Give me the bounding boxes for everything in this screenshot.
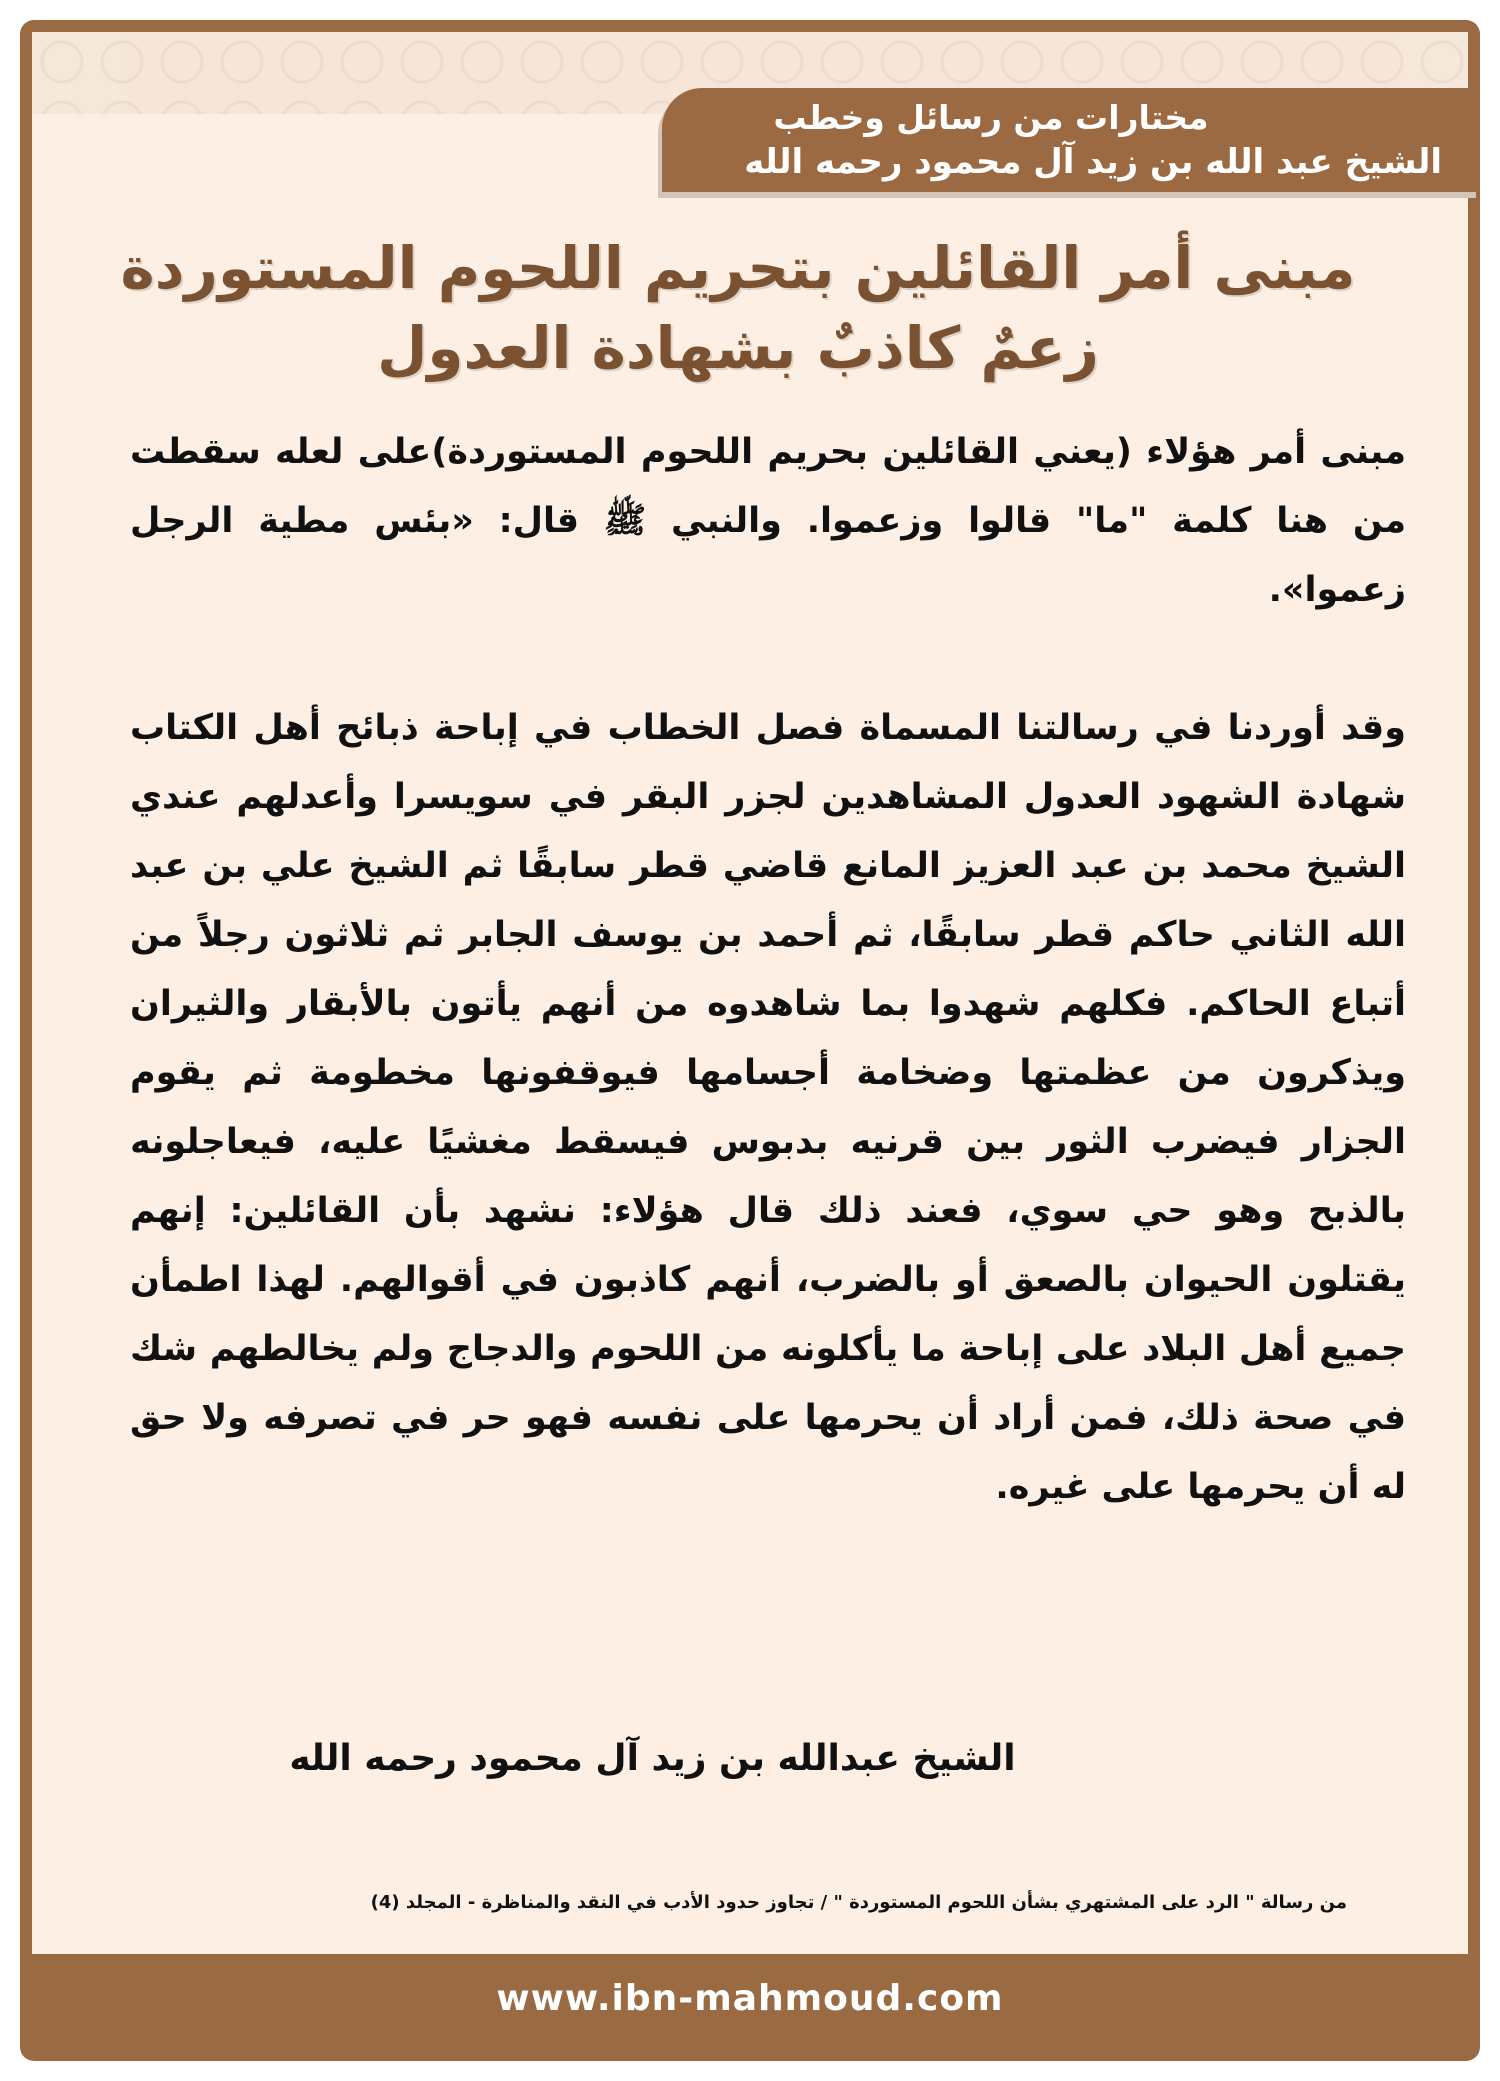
title-line-2: زعمٌ كاذبٌ بشهادة العدول xyxy=(377,314,1099,382)
source-citation: من رسالة " الرد على المشتهري بشأن اللحوم المستوردة " / تجاوز حدود الأدب في النقد والمناظرة - المجلد (4) xyxy=(370,1892,1347,1913)
article-title xyxy=(90,228,1386,388)
page-frame xyxy=(20,20,1480,2061)
article-body xyxy=(130,418,1406,1522)
author-signature: الشيخ عبدالله بن زيد آل محمود رحمه الله xyxy=(289,1738,1016,1779)
header-author: الشيخ عبد الله بن زيد آل محمود رحمه الله xyxy=(744,142,1442,182)
paragraph-2: وقد أوردنا في رسالتنا المسماة فصل الخطاب في إباحة ذبائح أهل الكتاب شهادة الشهود العدول المشاهدين لجزر البقر في سويسرا وأعدلهم عندي الشيخ محمد بن عبد العزيز المانع قاضي قطر سابقًا ثم الشيخ علي بن عبد الله الثاني حاكم قطر سابقًا، ثم أحمد بن يوسف الجابر ثم ثلاثون رجلاً من أتباع الحاكم. فكلهم شهدوا بما شاهدوه من أنهم يأتون بالأبقار والثيران ويذكرون من عظمتها وضخامة أجسامها فيوقفونها مخطومة ثم يقوم الجزار فيضرب الثور بين قرنيه بدبوس فيسقط مغشيًا عليه، فيعاجلونه بالذبح وهو حي سوي، فعند ذلك قال هؤلاء: نشهد بأن القائلين: إنهم يقتلون الحيوان بالصعق أو بالضرب، أنهم كاذبون في أقوالهم. لهذا اطمأن جميع أهل البلاد على إباحة ما يأكلونه من اللحوم والدجاج ولم يخالطهم شك في صحة ذلك، فمن أراد أن يحرمها على نفسه فهو حر في تصرفه ولا حق له أن يحرمها على غيره. xyxy=(130,708,1406,1507)
paragraph-1: مبنى أمر هؤلاء (يعني القائلين بحريم اللحوم المستوردة)على لعله سقطت من هنا كلمة "ما" قالوا وزعموا. والنبي ﷺ قال: «بئس مطية الرجل زعموا». xyxy=(130,432,1406,610)
header-series-title: مختارات من رسائل وخطب xyxy=(773,98,1209,137)
title-line-1: مبنى أمر القائلين بتحريم اللحوم المستوردة xyxy=(120,234,1356,302)
website-link[interactable]: www.ibn-mahmoud.com xyxy=(496,1978,1004,2019)
